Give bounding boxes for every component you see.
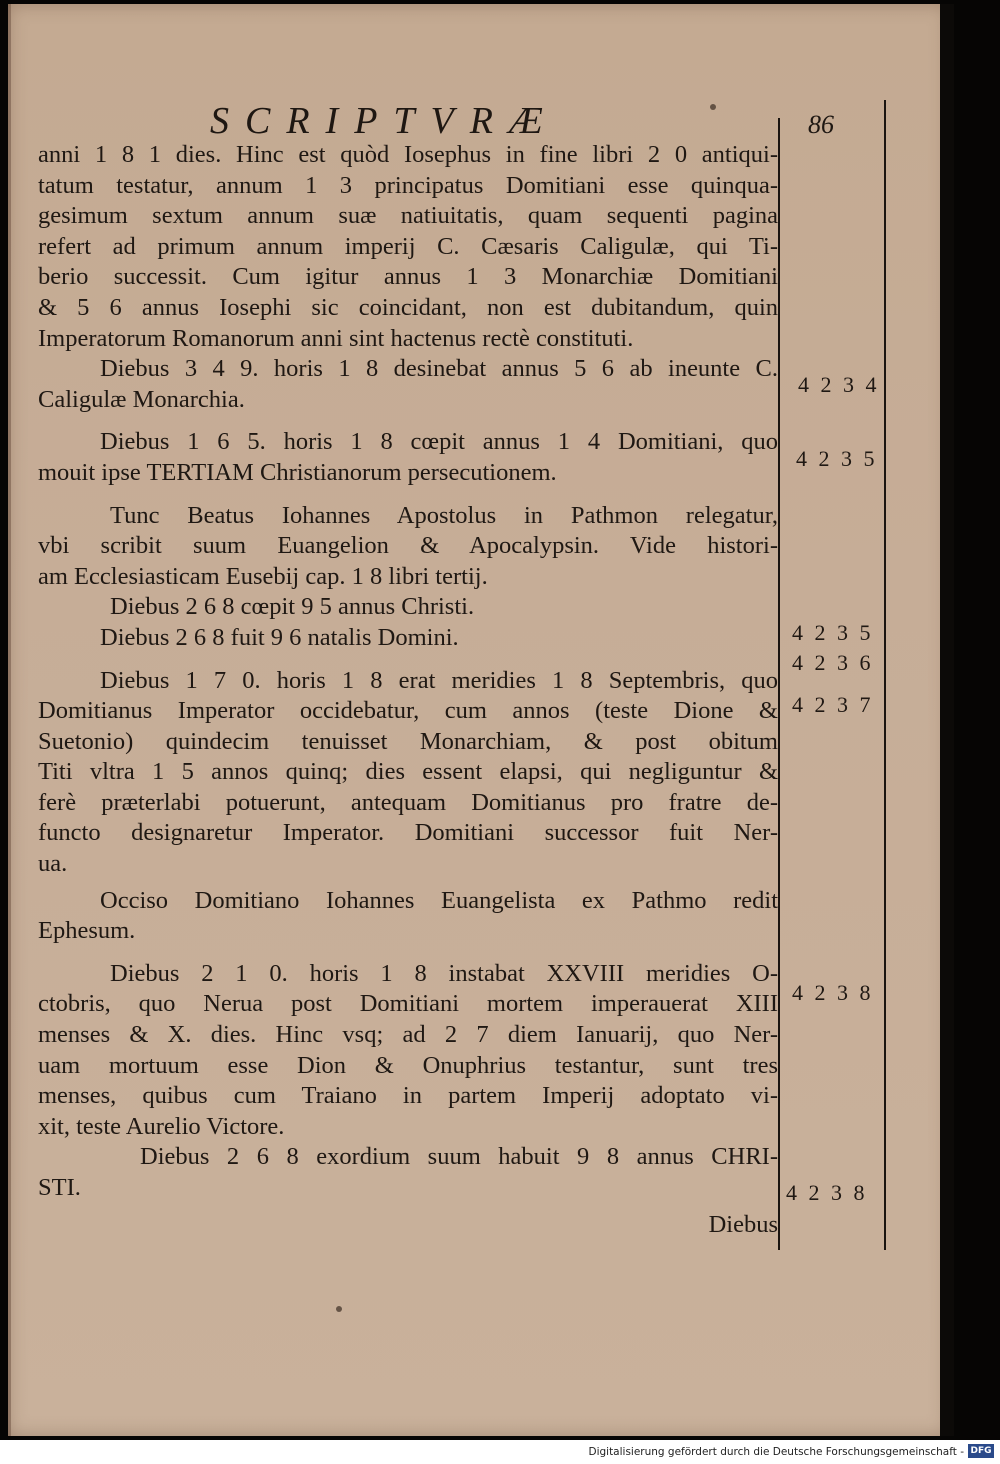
running-header: SCRIPTVRÆ	[210, 100, 559, 142]
catchword: Diebus	[708, 1210, 778, 1238]
text-line: berio successit. Cum igitur annus 1 3 Monarchiæ Domitiani	[38, 263, 778, 291]
text-line: refert ad primum annum imperij C. Cæsaris Caligulæ, qui Ti-	[38, 232, 778, 260]
page-edge	[940, 4, 954, 1436]
text-line: STI.	[38, 1174, 81, 1201]
margin-year-number: 4 2 3 5	[792, 620, 874, 645]
text-line: Diebus 2 6 8 fuit 9 6 natalis Domini.	[100, 623, 459, 651]
margin-year-number: 4 2 3 7	[792, 692, 874, 717]
text-line: gesimum sextum annum suæ natiuitatis, quam sequenti pagina	[38, 202, 778, 230]
margin-year-number: 4 2 3 8	[786, 1180, 868, 1205]
dfg-logo: DFG	[968, 1444, 994, 1458]
text-line: ferè præterlabi potuerunt, antequam Domitianus pro fratre de-	[38, 788, 778, 816]
text-line: Caligulæ Monarchia.	[38, 385, 245, 413]
text-line: Occiso Domitiano Iohannes Euangelista ex Pathmo redit	[100, 886, 778, 914]
funding-credit: Digitalisierung gefördert durch die Deutsche Forschungsgemeinschaft -	[588, 1446, 964, 1458]
page-number: 86	[808, 110, 834, 139]
text-line: Imperatorum Romanorum anni sint hactenus rectè constituti.	[38, 324, 634, 352]
text-line: am Ecclesiasticam Eusebij cap. 1 8 libri tertij.	[38, 562, 488, 590]
margin-rule-right	[884, 100, 886, 1250]
text-line: mouit ipse TERTIAM Christianorum persecutionem.	[38, 458, 557, 486]
text-line: ua.	[38, 850, 68, 878]
text-line: vbi scribit suum Euangelion & Apocalypsin. Vide histori-	[38, 532, 778, 560]
text-line: Diebus 1 6 5. horis 1 8 cœpit annus 1 4 Domitiani, quo	[100, 428, 778, 456]
text-line: tatum testatur, annum 1 3 principatus Domitiani esse quinqua-	[38, 171, 778, 199]
margin-year-number: 4 2 3 8	[792, 980, 874, 1005]
text-line: uam mortuum esse Dion & Onuphrius testantur, sunt tres	[38, 1051, 778, 1079]
ink-spot	[710, 104, 716, 110]
text-line: Diebus 2 6 8 exordium suum habuit 9 8 annus CHRI-	[140, 1143, 778, 1171]
text-line: xit, teste Aurelio Victore.	[38, 1112, 285, 1140]
margin-year-number: 4 2 3 6	[792, 650, 874, 675]
text-line: Suetonio) quindecim tenuisset Monarchiam, & post obitum	[38, 727, 778, 755]
text-line: Diebus 2 1 0. horis 1 8 instabat XXVIII meridies O-	[110, 959, 778, 987]
text-line: & 5 6 annus Iosephi sic coincidant, non est dubitandum, quin	[38, 293, 778, 321]
text-line: anni 1 8 1 dies. Hinc est quòd Iosephus in fine libri 2 0 antiqui-	[38, 141, 778, 168]
margin-year-number: 4 2 3 4	[798, 372, 880, 397]
text-line: functo designaretur Imperator. Domitiani successor fuit Ner-	[38, 819, 778, 847]
text-line: Tunc Beatus Iohannes Apostolus in Pathmon relegatur,	[110, 501, 778, 529]
margin-year-number: 4 2 3 5	[796, 446, 878, 471]
text-line: ctobris, quo Nerua post Domitiani mortem imperauerat XIII	[38, 990, 778, 1018]
main-text-block	[38, 140, 778, 1240]
text-line: Domitianus Imperator occidebatur, cum annos (teste Dione &	[38, 697, 778, 725]
text-line: Titi vltra 1 5 annos quinq; dies essent elapsi, qui negliguntur &	[38, 758, 778, 786]
text-line: Diebus 3 4 9. horis 1 8 desinebat annus 5 6 ab ineunte C.	[100, 355, 778, 383]
page-left-shadow	[8, 4, 11, 1436]
text-line: Ephesum.	[38, 917, 136, 945]
text-line: Diebus 2 6 8 cœpit 9 5 annus Christi.	[110, 593, 475, 621]
margin-rule-left	[778, 118, 780, 1250]
ink-spot	[336, 1306, 342, 1312]
text-line: Diebus 1 7 0. horis 1 8 erat meridies 1 8 Septembris, quo	[100, 666, 778, 694]
text-line: menses & X. dies. Hinc vsq; ad 2 7 diem Ianuarij, quo Ner-	[38, 1021, 778, 1049]
text-line: menses, quibus cum Traiano in partem Imperij adoptato vi-	[38, 1082, 778, 1110]
